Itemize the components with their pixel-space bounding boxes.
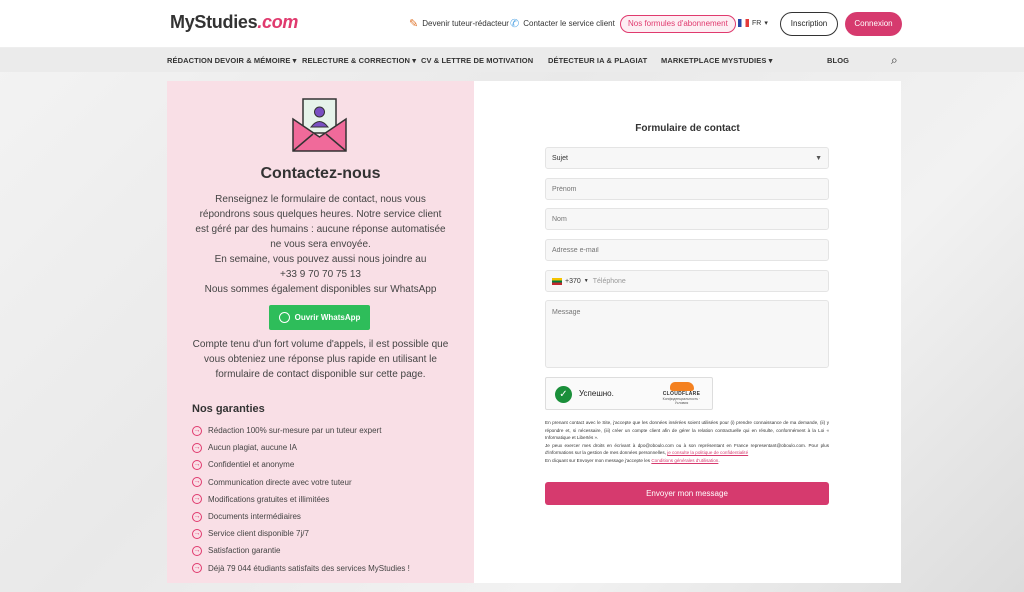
terms-link[interactable]: Conditions générales d'utilisation xyxy=(651,457,719,463)
lithuania-flag-icon xyxy=(552,278,562,285)
arrow-right-icon: → xyxy=(193,546,201,554)
form-title: Formulaire de contact xyxy=(635,123,740,134)
login-button[interactable]: Connexion xyxy=(845,12,902,36)
cloudflare-logo: CLOUDFLARE Конфиденциальность · Условия xyxy=(659,382,704,405)
nav-item-detecteur[interactable]: DÉTECTEUR IA & PLAGIAT xyxy=(548,56,648,65)
cloud-icon xyxy=(670,382,694,391)
arrow-right-icon: → xyxy=(193,495,201,503)
arrow-right-icon: → xyxy=(193,426,201,434)
list-item: → Confidentiel et anonyme xyxy=(193,460,295,470)
legal-notice: En prenant contact avec le Site, j'accepte que les données insérées soient utilisées pour (i) prendre connaissance de ma demande, (ii) y répondre et, si nécessaire, (iii) créer un compte client afin de gérer la relation contractuelle qui en résulte, conformément à la Loi « Informatique et Libertés ». Je peux exercer mes droits en écrivant à dpo@oboulo.com ou à son représentant en France representant@oboulo.com. Pour plus d'informations sur la gestion de mes données personnelles, je consulte la politique de confidentialité En cliquant sur Envoyer mon message j'accepte les Conditions générales d'utilisation. xyxy=(545,420,829,463)
list-item: → Satisfaction garantie xyxy=(193,546,281,556)
nav-item-blog[interactable]: BLOG xyxy=(827,56,850,65)
subject-select[interactable]: Sujet ▼ xyxy=(545,147,829,169)
contact-title: Contactez-nous xyxy=(260,165,381,182)
subscription-plans-button[interactable]: Nos formules d'abonnement xyxy=(620,15,736,33)
caret-down-icon: ▼ xyxy=(583,278,589,284)
checkmark-icon: ✓ xyxy=(555,386,572,403)
france-flag-icon xyxy=(738,19,749,27)
list-item: → Service client disponible 7j/7 xyxy=(193,529,309,539)
phone-icon: ✆ xyxy=(510,18,520,30)
signup-button[interactable]: Inscription xyxy=(780,12,838,36)
envelope-icon xyxy=(291,97,348,153)
mystudies-logo[interactable]: MyStudies.com xyxy=(170,12,299,32)
list-item: → Communication directe avec votre tuteur xyxy=(193,477,352,487)
message-field[interactable] xyxy=(545,300,829,368)
country-code-selector[interactable]: +370 ▼ xyxy=(552,278,589,285)
captcha-widget[interactable] xyxy=(545,377,713,410)
arrow-right-icon: → xyxy=(193,529,201,537)
privacy-policy-link[interactable]: je consulte la politique de confidentialité xyxy=(667,450,749,455)
caret-down-icon: ▼ xyxy=(815,154,822,162)
arrow-right-icon: → xyxy=(193,512,201,520)
list-item: → Aucun plagiat, aucune IA xyxy=(193,443,297,453)
contact-form-panel xyxy=(474,81,901,583)
list-item: → Déjà 79 044 étudiants satisfaits des services MyStudies ! xyxy=(193,563,410,573)
nav-item-marketplace[interactable]: MARKETPLACE MYSTUDIES ▾ xyxy=(661,56,773,65)
become-tutor-link[interactable]: ✎ Devenir tuteur-rédacteur xyxy=(409,18,509,30)
arrow-right-icon: → xyxy=(193,443,201,451)
arrow-right-icon: → xyxy=(193,460,201,468)
email-field[interactable] xyxy=(545,239,829,261)
top-header xyxy=(0,0,1024,48)
guarantees-title: Nos garanties xyxy=(192,403,265,415)
search-icon[interactable]: ⌕ xyxy=(891,53,898,67)
captcha-status: Успешно. xyxy=(579,389,614,398)
arrow-right-icon: → xyxy=(193,564,201,572)
send-message-button[interactable]: Envoyer mon message xyxy=(545,482,829,505)
whatsapp-button[interactable]: Ouvrir WhatsApp xyxy=(269,305,370,330)
arrow-right-icon: → xyxy=(193,478,201,486)
list-item: → Modifications gratuites et illimitées xyxy=(193,494,330,504)
chevron-down-icon: ▾ xyxy=(764,20,768,27)
nav-item-redaction[interactable]: RÉDACTION DEVOIR & MÉMOIRE ▾ xyxy=(167,56,297,65)
contact-intro: Renseignez le formulaire de contact, nous vous répondrons sous quelques heures. Notre service client est géré par des humains : aucune réponse automatisée ne vous sera envoyée. En semaine, vous pouvez aussi nous joindre au +33 9 70 70 75 13 Nous sommes également disponibles sur WhatsApp xyxy=(195,194,446,295)
phone-field[interactable]: +370 ▼ Téléphone xyxy=(545,270,829,292)
whatsapp-icon xyxy=(279,312,290,323)
list-item: → Documents intermédiaires xyxy=(193,512,301,522)
response-note: Compte tenu d'un fort volume d'appels, il est possible que vous obteniez une réponse plus rapide en utilisant le formulaire de contact disponible sur cette page. xyxy=(192,339,449,380)
firstname-field[interactable] xyxy=(545,178,829,200)
contact-support-link[interactable]: ✆ Contacter le service client xyxy=(510,18,615,30)
nav-item-cv[interactable]: CV & LETTRE DE MOTIVATION xyxy=(421,56,534,65)
nav-item-relecture[interactable]: RELECTURE & CORRECTION ▾ xyxy=(302,56,417,65)
main-nav xyxy=(0,48,1024,72)
list-item: → Rédaction 100% sur-mesure par un tuteur expert xyxy=(193,426,382,436)
writer-icon: ✎ xyxy=(409,18,419,30)
contact-info-panel xyxy=(167,81,474,583)
lastname-field[interactable] xyxy=(545,208,829,230)
guarantees-list xyxy=(192,422,410,577)
language-selector[interactable]: FR ▾ xyxy=(738,19,768,27)
